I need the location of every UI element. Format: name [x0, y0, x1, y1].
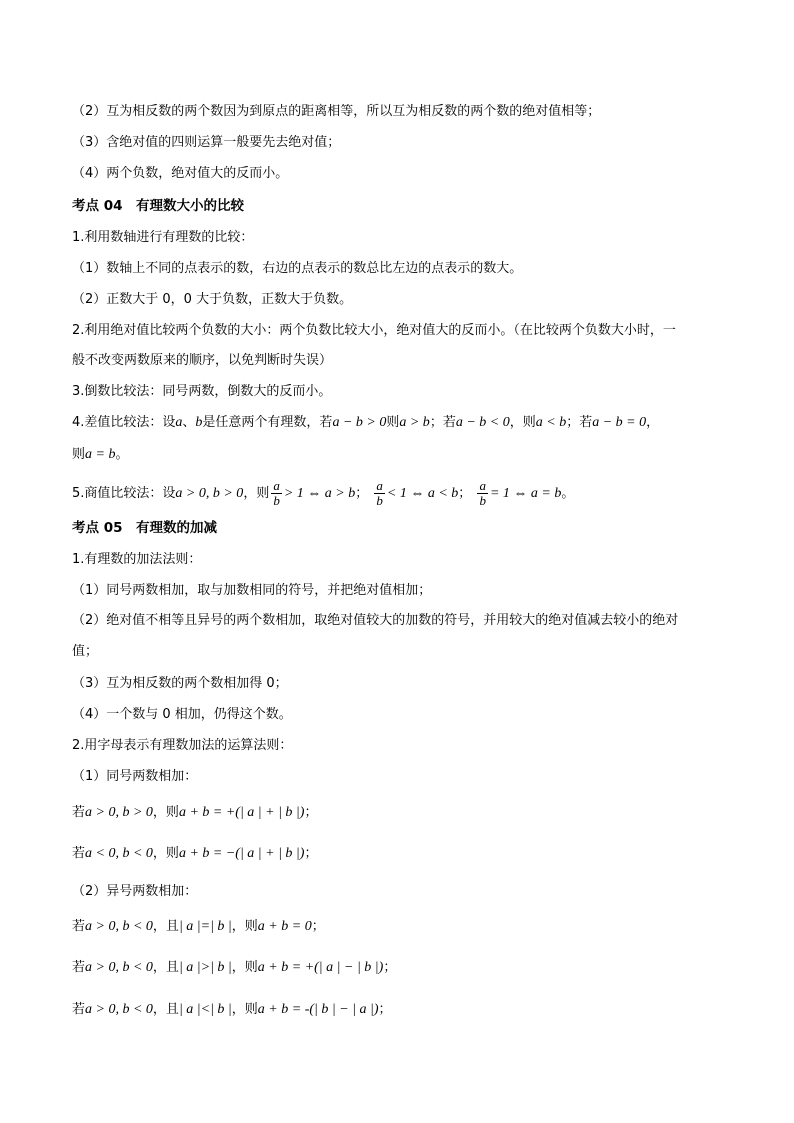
- text-segment: ，: [646, 415, 660, 430]
- text-line: （1）数轴上不同的点表示的数，右边的点表示的数总比左边的点表示的数大。: [72, 261, 523, 276]
- text-line: 2.用字母表示有理数加法的运算法则：: [72, 738, 293, 753]
- text-segment: ，则: [509, 415, 536, 430]
- text-line: （3）含绝对值的四则运算一般要先去绝对值；: [72, 135, 341, 150]
- formula-line: [72, 959, 396, 977]
- math-expression: = 1 ⇔ a = b: [489, 486, 562, 501]
- math-expression: a = b: [85, 447, 116, 462]
- fraction: [374, 479, 385, 508]
- text-segment: ，则: [152, 805, 179, 820]
- text-line: 值；: [72, 644, 99, 659]
- math-expression: | a |<| b |: [178, 1002, 232, 1017]
- text-line-quotient-method: [72, 479, 574, 509]
- text-segment: 4.差值比较法：设: [72, 415, 176, 430]
- text-line-difference-method: [72, 414, 659, 432]
- text-line: 1.利用数轴进行有理数的比较：: [72, 230, 254, 245]
- formula-line: [72, 1001, 392, 1019]
- section-heading-05: 考点 05 有理数的加减: [72, 520, 217, 536]
- math-expression: | a |=| b |: [178, 919, 232, 934]
- text-line: 1.有理数的加法法则：: [72, 552, 202, 567]
- math-expression: a − b > 0: [332, 415, 387, 430]
- math-expression: a < 0, b < 0: [85, 846, 153, 861]
- text-segment: ，则: [152, 846, 179, 861]
- text-line: （2）互为相反数的两个数因为到原点的距离相等，所以互为相反数的两个数的绝对值相等；: [72, 104, 601, 119]
- text-line: （4）一个数与 0 相加，仍得这个数。: [72, 707, 292, 722]
- math-expression: a > 0, b > 0: [175, 486, 244, 501]
- text-line: （3）互为相反数的两个数相加得 0；: [72, 676, 288, 691]
- text-segment: 若: [72, 960, 86, 975]
- math-variable: b: [195, 415, 203, 430]
- text-segment: 、: [182, 415, 196, 430]
- text-segment: ，则: [231, 960, 258, 975]
- text-segment: ；若: [429, 415, 456, 430]
- text-line: 般不改变两数原来的顺序，以免判断时失误）: [72, 353, 333, 368]
- text-segment: ；: [304, 805, 318, 820]
- text-line: （2）正数大于 0，0 大于负数，正数大于负数。: [72, 292, 353, 307]
- text-line: （1）同号两数相加，取与加数相同的符号，并把绝对值相加；: [72, 583, 432, 598]
- math-expression: a − b = 0: [592, 415, 647, 430]
- text-segment: ；: [378, 1002, 392, 1017]
- math-expression: a + b = 0: [257, 919, 312, 934]
- text-segment: ，则: [243, 486, 270, 501]
- text-segment: 是任意两个有理数，若: [202, 415, 333, 430]
- math-expression: > 1 ⇔ a > b: [283, 486, 356, 501]
- fraction-denominator: b: [273, 493, 280, 508]
- text-segment: ，且: [152, 919, 179, 934]
- text-segment: ，且: [152, 960, 179, 975]
- text-segment: ；: [383, 960, 397, 975]
- math-expression: a > b: [399, 415, 430, 430]
- fraction: [477, 479, 488, 508]
- text-segment: 若: [72, 1002, 86, 1017]
- text-segment: 若: [72, 805, 86, 820]
- text-segment: 若: [72, 919, 86, 934]
- fraction-numerator: a: [376, 478, 383, 493]
- text-line: [72, 446, 128, 464]
- text-segment: 。: [115, 447, 129, 462]
- text-line: （1）同号两数相加：: [72, 769, 198, 784]
- fraction-denominator: b: [479, 493, 486, 508]
- fraction-numerator: a: [479, 478, 486, 493]
- math-expression: a + b = -(| b | − | a |): [257, 1002, 379, 1017]
- fraction-denominator: b: [376, 493, 383, 508]
- math-expression: a − b < 0: [455, 415, 510, 430]
- text-segment: ，且: [152, 1002, 179, 1017]
- math-expression: a + b = −(| a | + | b |): [178, 846, 305, 861]
- math-expression: a + b = +(| a | − | b |): [257, 960, 384, 975]
- text-segment: 5.商值比较法：设: [72, 486, 176, 501]
- math-expression: < 1 ⇔ a < b: [386, 486, 459, 501]
- math-expression: a + b = +(| a | + | b |): [178, 805, 305, 820]
- text-segment: ，则: [231, 919, 258, 934]
- text-line: （4）两个负数，绝对值大的反而小。: [72, 166, 289, 181]
- fraction-numerator: a: [273, 478, 280, 493]
- text-line: （2）异号两数相加：: [72, 884, 198, 899]
- section-heading-04: 考点 04 有理数大小的比较: [72, 198, 244, 214]
- formula-line: [72, 845, 317, 863]
- text-segment: ；: [355, 486, 369, 501]
- math-variable: a: [175, 415, 183, 430]
- formula-line: [72, 804, 317, 822]
- text-segment: 则: [72, 447, 86, 462]
- math-expression: a > 0, b < 0: [85, 919, 153, 934]
- text-line: 3.倒数比较法：同号两数，倒数大的反而小。: [72, 384, 332, 399]
- text-line: 2.利用绝对值比较两个负数的大小：两个负数比较大小，绝对值大的反而小。（在比较两个负数大小时，一: [72, 323, 676, 338]
- math-expression: | a |>| b |: [178, 960, 232, 975]
- text-segment: 若: [72, 846, 86, 861]
- text-segment: ；: [311, 919, 325, 934]
- math-expression: a > 0, b < 0: [85, 1002, 153, 1017]
- fraction: [271, 479, 282, 508]
- math-expression: a < b: [535, 415, 567, 430]
- text-segment: ；: [458, 486, 472, 501]
- text-segment: ；: [304, 846, 318, 861]
- text-segment: ；若: [566, 415, 593, 430]
- text-segment: 。: [561, 486, 575, 501]
- text-line: （2）绝对值不相等且异号的两个数相加，取绝对值较大的加数的符号，并用较大的绝对值减去较小的绝对: [72, 613, 679, 628]
- math-expression: a > 0, b > 0: [85, 805, 153, 820]
- text-segment: 则: [386, 415, 400, 430]
- formula-line: [72, 918, 325, 936]
- math-expression: a > 0, b < 0: [85, 960, 153, 975]
- text-segment: ，则: [231, 1002, 258, 1017]
